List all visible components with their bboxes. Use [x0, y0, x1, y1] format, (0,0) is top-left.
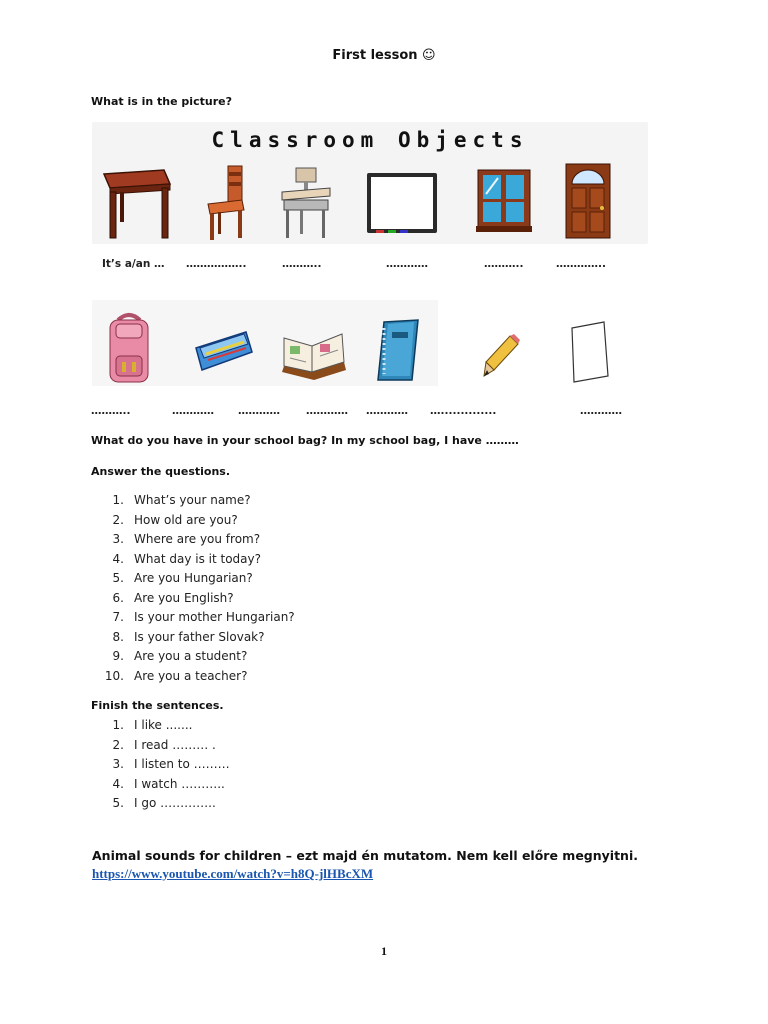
question-item-text: Are you a teacher?	[134, 668, 248, 683]
sentence-item-2	[100, 738, 216, 752]
banner-title: Classroom Objects	[211, 128, 529, 152]
sentence-item-text: I like .......	[134, 718, 193, 732]
question-item-10	[100, 669, 247, 683]
sentence-item-5	[100, 796, 216, 810]
question-item-7	[100, 610, 295, 624]
question-item-9	[100, 649, 247, 663]
sentence-item-text: I go …………..	[134, 796, 216, 810]
question-item-number: 9.	[112, 649, 124, 663]
question-item-text: Is your father Slovak?	[134, 629, 265, 644]
question-item-text: Is your mother Hungarian?	[134, 610, 295, 624]
question-item-text: Are you a student?	[134, 649, 248, 663]
question-item-2	[100, 513, 238, 527]
window-icon	[476, 168, 532, 234]
row2-blank-2: …………	[172, 405, 214, 417]
row2-blank-4: …………	[306, 405, 348, 417]
question-picture: What is in the picture?	[91, 95, 232, 108]
notebook-icon	[376, 318, 420, 382]
row1-blank-4: ………..	[484, 258, 524, 270]
page-number: 1	[381, 944, 387, 958]
sentence-item-number: 3.	[112, 757, 124, 771]
question-item-5	[100, 571, 253, 585]
sentence-item-4	[100, 777, 225, 791]
pencil-icon	[482, 334, 520, 378]
footer-instruction: Animal sounds for children – ezt majd én mutatom. Nem kell előre megnyitni.	[92, 848, 638, 863]
sentence-item-text: I listen to ………	[134, 757, 230, 771]
answer-heading: Answer the questions.	[91, 465, 231, 478]
row1-blank-1: ……………..	[186, 258, 247, 270]
schoolbag-icon	[104, 310, 154, 384]
question-item-text: What’s your name?	[134, 493, 251, 507]
youtube-link[interactable]: https://www.youtube.com/watch?v=h8Q-jlHBcXM	[92, 866, 374, 881]
row2-blank-6: …..............	[430, 405, 497, 417]
whiteboard-icon	[366, 172, 438, 238]
sentence-item-1	[100, 718, 192, 732]
row2-blank-7: …………	[580, 405, 622, 417]
question-item-number: 5.	[112, 571, 124, 585]
book-icon	[280, 326, 348, 380]
table-icon	[100, 166, 172, 242]
paper-icon	[566, 320, 610, 384]
question-item-number: 10.	[104, 668, 124, 683]
question-item-text: What day is it today?	[134, 551, 261, 566]
chair-icon	[204, 164, 248, 242]
question-item-number: 6.	[112, 590, 124, 605]
row1-blank-3: …………	[386, 258, 428, 270]
question-item-4	[100, 552, 261, 566]
row1-blank-2: ………..	[282, 258, 322, 270]
row1-blank-5: …………..	[556, 258, 606, 270]
sentence-item-text: I watch ………..	[134, 776, 225, 791]
schoolbag-question: What do you have in your school bag? In my school bag, I have ………	[91, 434, 519, 447]
row2-blank-1: ………..	[91, 405, 131, 417]
sentence-item-number: 5.	[112, 796, 124, 810]
question-item-3	[100, 532, 260, 546]
sentence-item-number: 2.	[112, 737, 124, 752]
question-item-number: 3.	[112, 532, 124, 546]
sentence-item-number: 1.	[112, 718, 124, 732]
question-item-text: How old are you?	[134, 512, 238, 527]
row1-label: It’s a/an …	[102, 258, 165, 270]
question-item-8	[100, 630, 265, 644]
question-item-number: 8.	[112, 629, 124, 644]
row2-blank-5: …………	[366, 405, 408, 417]
question-item-number: 2.	[112, 512, 124, 527]
question-item-text: Are you Hungarian?	[134, 571, 253, 585]
pencil-case-icon	[190, 326, 256, 378]
page-title: First lesson ☺	[332, 48, 436, 63]
row2-blank-3: …………	[238, 405, 280, 417]
question-item-text: Where are you from?	[134, 532, 261, 546]
sentence-item-number: 4.	[112, 776, 124, 791]
door-icon	[564, 162, 612, 240]
question-item-6	[100, 591, 234, 605]
sentence-item-text: I read ……… .	[134, 737, 216, 752]
question-item-number: 4.	[112, 551, 124, 566]
question-item-number: 1.	[112, 493, 124, 507]
question-item-1	[100, 493, 251, 507]
question-item-number: 7.	[112, 610, 124, 624]
question-item-text: Are you English?	[134, 590, 234, 605]
desk-icon	[280, 166, 332, 240]
finish-heading: Finish the sentences.	[91, 699, 224, 712]
sentence-item-3	[100, 757, 230, 771]
